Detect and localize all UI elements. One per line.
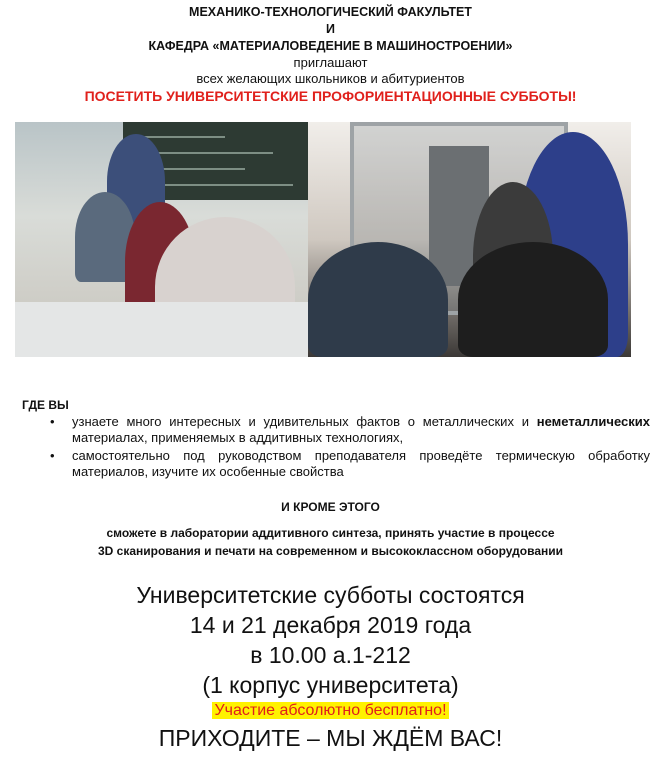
list-item: • самостоятельно под руководством преподавателя проведёте термическую обработку материалов, изучите их особенные свойства	[50, 448, 650, 480]
closing-call: ПРИХОДИТЕ – МЫ ЖДЁМ ВАС!	[158, 725, 503, 751]
additive-lab-photo	[308, 122, 631, 357]
list-item: • узнаете много интересных и удивительных фактов о металлических и неметаллических материалах, применяемых в аддитивных технологиях,	[50, 414, 650, 446]
event-title: Университетские субботы состоятся	[136, 582, 525, 608]
lab-line-1: сможете в лаборатории аддитивного синтеза, принять участие в процессе	[106, 526, 555, 540]
event-dates: 14 и 21 декабря 2019 года	[189, 612, 472, 638]
benefits-list	[50, 414, 650, 482]
audience: всех желающих школьников и абитуриентов	[196, 71, 465, 86]
microscope-lab-photo	[15, 122, 308, 357]
where-label: ГДЕ ВЫ	[22, 398, 69, 412]
department-title: КАФЕДРА «МАТЕРИАЛОВЕДЕНИЕ В МАШИНОСТРОЕНИИ»	[148, 39, 513, 53]
headline-call: ПОСЕТИТЬ УНИВЕРСИТЕТСКИЕ ПРОФОРИЕНТАЦИОННЫЕ СУББОТЫ!	[84, 88, 577, 104]
also-label: И КРОМЕ ЭТОГО	[281, 500, 380, 514]
header-block	[0, 4, 661, 105]
lab-description	[0, 524, 661, 560]
event-time-room: в 10.00 а.1-212	[250, 642, 411, 668]
lab-line-2: 3D сканирования и печати на современном и высококлассном оборудовании	[97, 544, 564, 558]
free-badge: Участие абсолютно бесплатно!	[214, 702, 447, 719]
invite-verb: приглашают	[293, 55, 368, 70]
faculty-title: МЕХАНИКО-ТЕХНОЛОГИЧЕСКИЙ ФАКУЛЬТЕТ	[189, 5, 472, 19]
event-photo	[15, 122, 631, 357]
event-building: (1 корпус университета)	[202, 672, 459, 698]
event-info	[0, 580, 661, 753]
conjunction: И	[326, 22, 335, 36]
